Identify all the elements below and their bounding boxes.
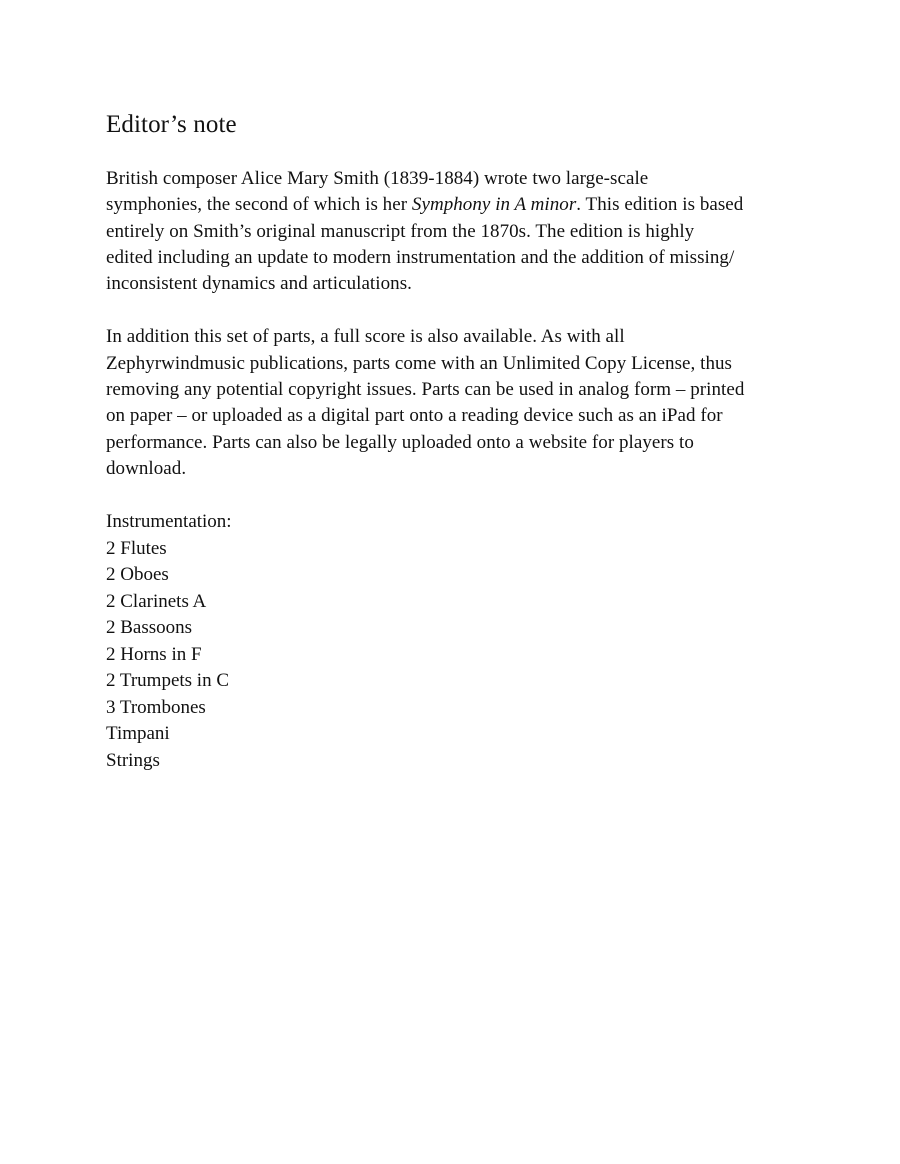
license-paragraph [106,324,806,482]
text-line: British composer Alice Mary Smith (1839-1884) wrote two large-scale [106,168,649,189]
instrumentation-section [106,509,806,774]
page-title: Editor’s note [106,111,237,138]
text-line: performance. Parts can also be legally uploaded onto a website for players to [106,431,694,453]
instrument-item: Strings [106,749,160,771]
instrument-item: 3 Trombones [106,696,206,718]
instrument-item: 2 Trumpets in C [106,670,230,692]
text-line: inconsistent dynamics and articulations. [106,273,412,295]
instrument-item: Timpani [106,723,170,745]
text-segment: . This edition is based [576,194,744,216]
text-line: download. [106,457,187,479]
instrument-item: 2 Bassoons [106,617,193,639]
text-segment: symphonies, the second of which is her [106,194,412,216]
instrument-item: 2 Flutes [106,537,167,559]
instrument-item: 2 Oboes [106,564,169,586]
text-line: In addition this set of parts, a full score is also available. As with all [106,326,625,348]
text-line: on paper – or uploaded as a digital part onto a reading device such as an iPad for [106,405,723,427]
instrument-item: 2 Horns in F [106,643,202,665]
text-line: Zephyrwindmusic publications, parts come with an Unlimited Copy License, thus [106,352,732,374]
instrumentation-heading: Instrumentation: [106,511,232,533]
symphony-title: Symphony in A minor [411,194,577,216]
text-line: edited including an update to modern instrumentation and the addition of missing/ [106,246,735,268]
text-line [106,192,806,218]
text-line: entirely on Smith’s original manuscript from the 1870s. The edition is highly [106,220,695,242]
instrument-list [106,536,806,775]
instrument-item: 2 Clarinets A [106,590,207,612]
intro-paragraph [106,166,806,297]
document-page [106,110,806,774]
text-line: removing any potential copyright issues. Parts can be used in analog form – printed [106,379,745,401]
